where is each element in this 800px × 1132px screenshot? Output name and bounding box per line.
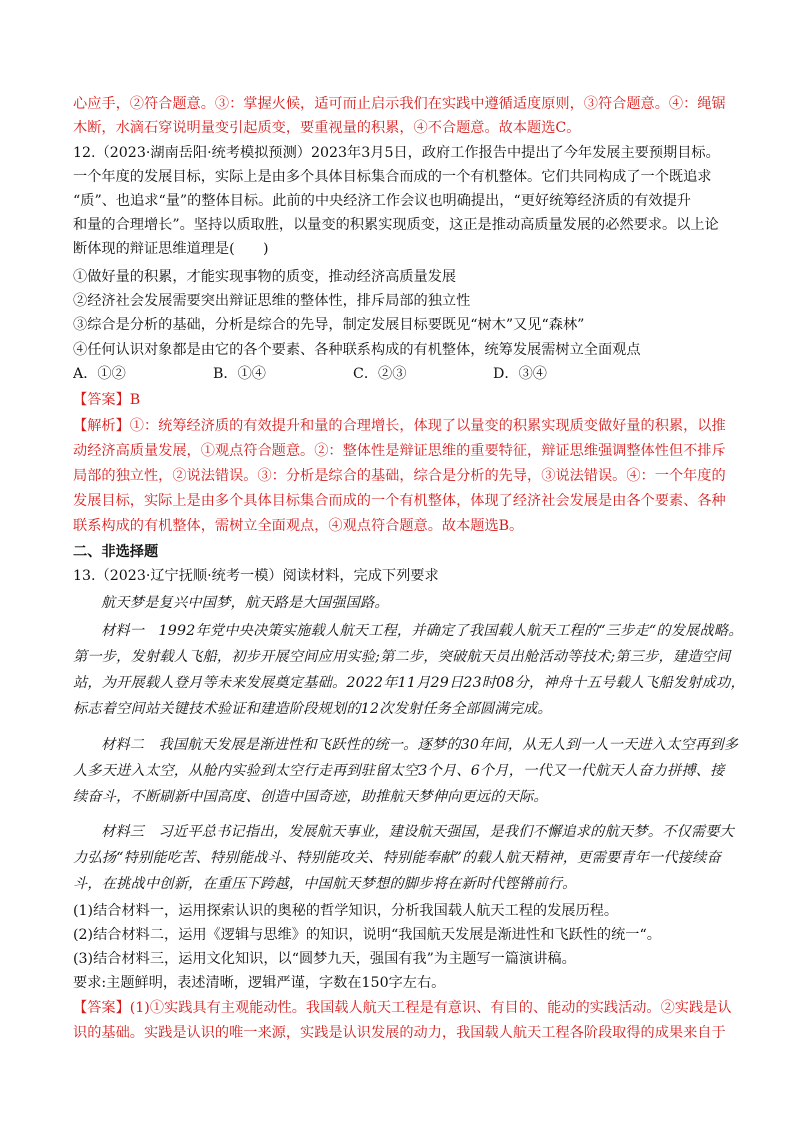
question-stem-line: 一个年度的发展目标，实际上是由多个具体目标集合而成的一个有机整体。它们共同构成了一个既追求 xyxy=(73,169,712,185)
material-1-line: 第一步，发射载人飞船，初步开展空间应用实验;第二步，突破航天员出舱活动等技术;第三步，建造空间 xyxy=(73,649,731,665)
option-b: B．①④ xyxy=(213,366,266,382)
statement-3: ③综合是分析的基础，分析是综合的先导，制定发展目标要既见“树木”又见“森林” xyxy=(73,317,585,333)
answer-line: 【答案】(1)①实践具有主观能动性。我国载人航天工程是有意识、有目的、能动的实践活动。②实践是认 xyxy=(73,1000,732,1016)
option-d: D．③④ xyxy=(493,366,547,382)
question-stem-line: 12.（2023·湖南岳阳·统考模拟预测）2023年3月5日，政府工作报告中提出了今年发展主要预期目标。 xyxy=(73,145,720,161)
sub-question-3: (3)结合材料三，运用文化知识，以“圆梦九天，强国有我”为主题写一篇演讲稿。 xyxy=(73,951,576,967)
material-2-line: 人多天进入太空，从舱内实验到太空行走再到驻留太空3个月、6个月，一代又一代航天人奋力拼搏、接 xyxy=(73,763,725,779)
material-2-line: 续奋斗，不断刷新中国高度、创造中国奇迹，助推航天梦伸向更远的天际。 xyxy=(73,789,548,805)
sub-question-1: (1)结合材料一，运用探索认识的奥秘的哲学知识，分析我国载人航天工程的发展历程。 xyxy=(73,903,619,919)
statement-2: ②经济社会发展需要突出辩证思维的整体性，排斥局部的独立性 xyxy=(73,293,471,309)
material-intro: 航天梦是复兴中国梦，航天路是大国强国路。 xyxy=(101,595,389,611)
material-3-line: 力弘扬“特别能吃苦、特别能战斗、特别能攻关、特别能奉献”的载人航天精神，更需要青年一代接续奋 xyxy=(73,850,721,866)
question-stem-line: “质”、也追求“量”的整体目标。此前的中央经济工作会议也明确提出，“更好统筹经济质的有效提升 xyxy=(73,193,691,209)
analysis-line: 局部的独立性，②说法错误。③：分析是综合的基础，综合是分析的先导，③说法错误。④：一个年度的 xyxy=(73,468,726,484)
option-a: A．①② xyxy=(73,366,126,382)
material-1-line: 站，为开展载人登月等未来发展奠定基础。2022年11月29日23时08分，神舟十五号载人飞船发射成功， xyxy=(73,675,745,691)
answer-line: 识的基础。实践是认识的唯一来源，实践是认识发展的动力，我国载人航天工程各阶段取得的成果来自于 xyxy=(73,1025,726,1041)
requirement: 要求:主题鲜明，表述清晰，逻辑严谨，字数在150字左右。 xyxy=(73,975,446,991)
prev-explanation-line-2: 木断，水滴石穿说明量变引起质变，要重视量的积累，④不合题意。故本题选C。 xyxy=(73,120,581,136)
sub-question-2: (2)结合材料二，运用《逻辑与思维》的知识，说明“我国航天发展是渐进性和飞跃性的统一“。 xyxy=(73,927,661,943)
material-3-line: 材料三 习近平总书记指出，发展航天事业，建设航天强国，是我们不懈追求的航天梦。不仅需要大 xyxy=(101,824,735,840)
question-stem-line: 13.（2023·辽宁抚顺·统考一模）阅读材料，完成下列要求 xyxy=(73,568,439,584)
material-1-line: 标志着空间站关键技术验证和建造阶段规划的12次发射任务全部圆满完成。 xyxy=(73,701,552,717)
statement-1: ①做好量的积累，才能实现事物的质变，推动经济高质量发展 xyxy=(73,269,457,285)
analysis-line: 发展目标，实际上是由多个具体目标集合而成的一个有机整体，体现了经济社会发展是由各个要素、各种 xyxy=(73,493,726,509)
options-row xyxy=(73,364,800,384)
answer-label: 【答案】B xyxy=(73,392,141,408)
option-c: C．②③ xyxy=(353,366,407,382)
question-stem-line: 断体现的辩证思维道理是( ) xyxy=(73,241,269,257)
material-1-line: 材料一 1992年党中央决策实施载人航天工程，并确定了我国载人航天工程的“三步走“的发展战略。 xyxy=(101,623,743,639)
statement-4: ④任何认识对象都是由它的各个要素、各种联系构成的有机整体，统筹发展需树立全面观点 xyxy=(73,342,641,358)
material-3-line: 斗，在挑战中创新，在重压下跨越，中国航天梦想的脚步将在新时代铿锵前行。 xyxy=(73,876,577,892)
prev-explanation-line-1: 心应手，②符合题意。③：掌握火候，适可而止启示我们在实践中遵循适度原则，③符合题意。④：绳锯 xyxy=(73,96,726,112)
section-heading: 二、非选择题 xyxy=(73,544,159,560)
material-2-line: 材料二 我国航天发展是渐进性和飞跃性的统一。逐梦的30年间，从无人到一人一天进入太空再到多 xyxy=(101,737,739,753)
question-stem-line: 和量的合理增长”。坚持以质取胜，以量变的积累实现质变，这正是推动高质量发展的必然要求。以上论 xyxy=(73,217,719,233)
analysis-line: 联系构成的有机整体，需树立全面观点，④观点符合题意。故本题选B。 xyxy=(73,518,524,534)
analysis-line: 动经济高质量发展，①观点符合题意。②：整体性是辩证思维的重要特征，辩证思维强调整体性但不排斥 xyxy=(73,443,726,459)
analysis-line: 【解析】①：统筹经济质的有效提升和量的合理增长，体现了以量变的积累实现质变做好量的积累，以推 xyxy=(73,418,726,434)
